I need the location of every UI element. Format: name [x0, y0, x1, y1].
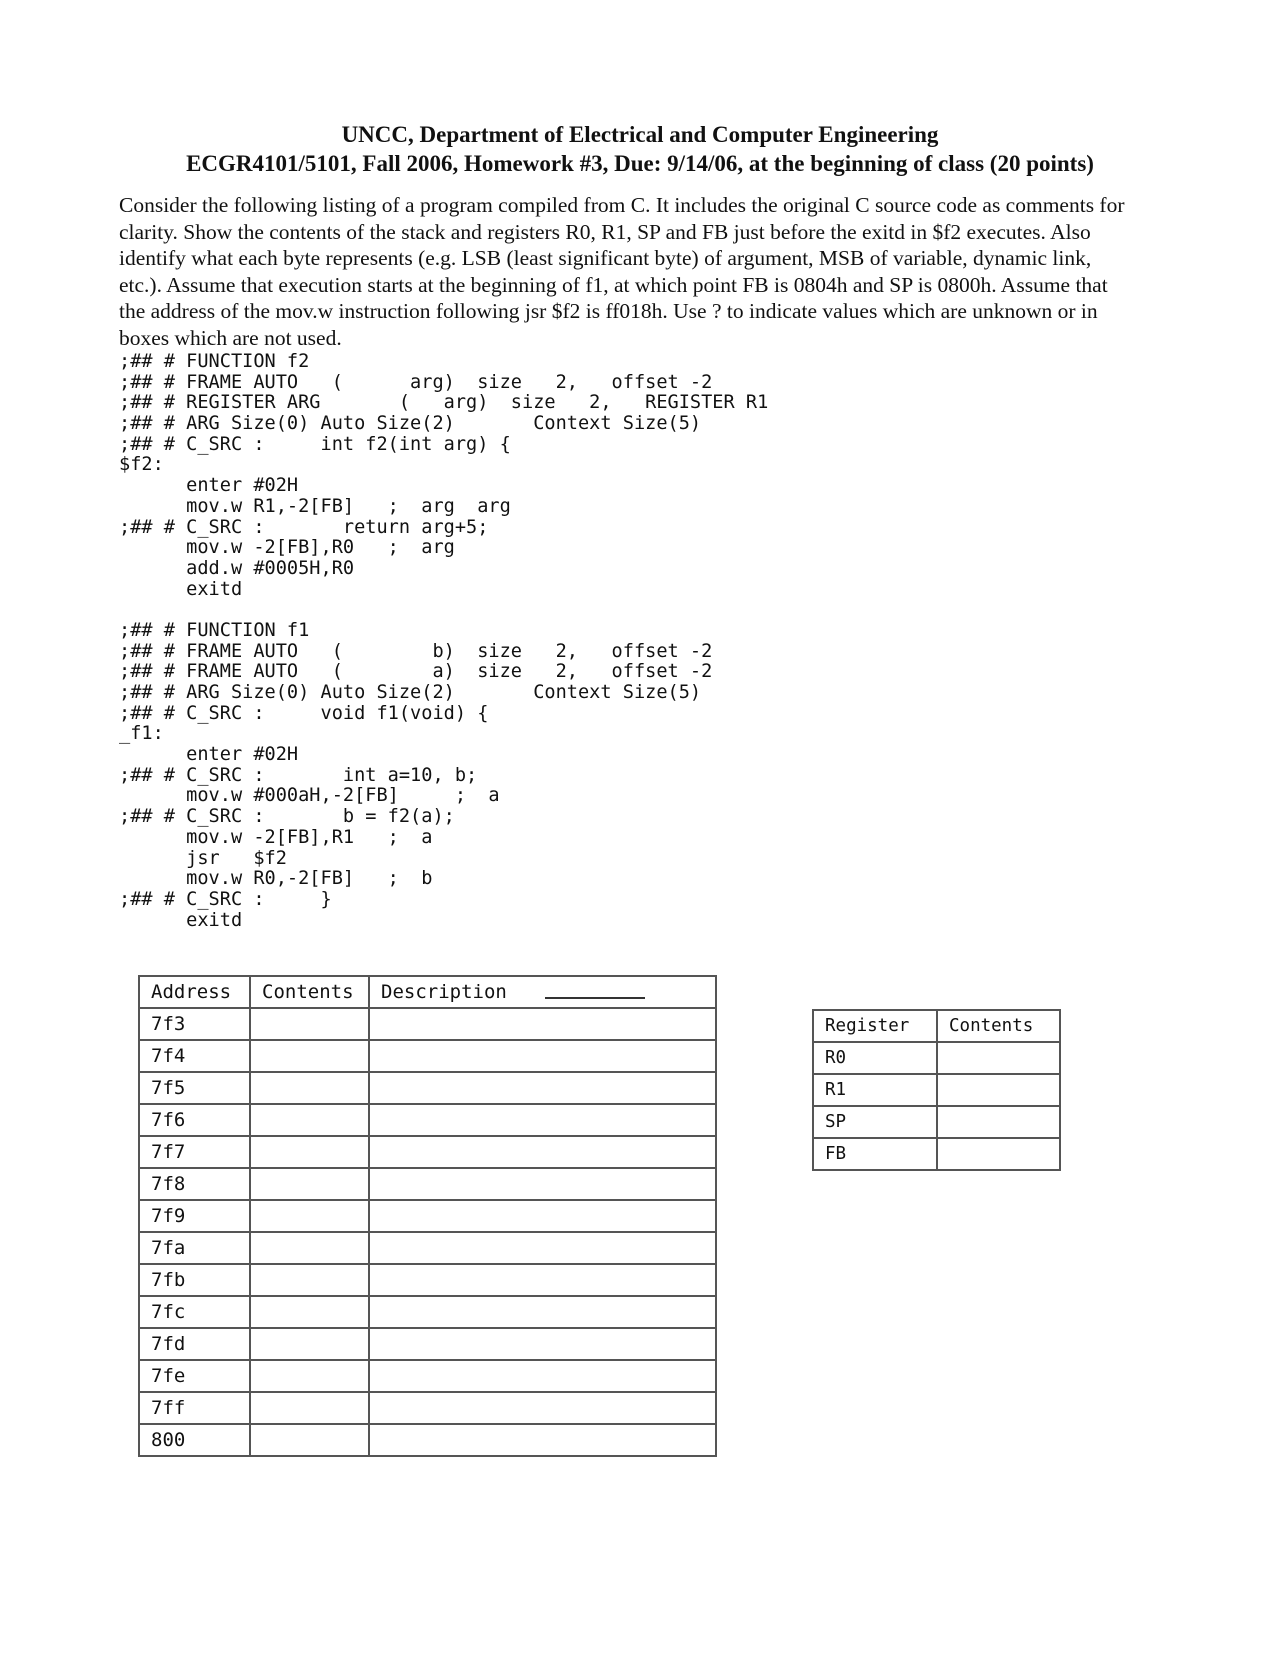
code-line: $f2:	[119, 454, 164, 476]
code-line: ;## # C_SRC : int f2(int arg) {	[119, 433, 511, 455]
stack-row	[139, 1360, 716, 1392]
description-cell[interactable]	[369, 1392, 716, 1424]
description-cell[interactable]	[369, 1360, 716, 1392]
register-header-row	[813, 1010, 1060, 1042]
contents-cell[interactable]	[250, 1104, 369, 1136]
instruction-line: the address of the mov.w instruction following jsr $f2 is ff018h. Use ? to indicate values which are unknown or in	[119, 299, 1098, 324]
contents-cell[interactable]	[250, 1360, 369, 1392]
address-cell: 7f6	[139, 1104, 250, 1136]
description-cell[interactable]	[369, 1424, 716, 1456]
contents-cell[interactable]	[250, 1264, 369, 1296]
code-line: ;## # C_SRC : b = f2(a);	[119, 806, 455, 828]
contents-cell[interactable]	[250, 1008, 369, 1040]
contents-cell[interactable]	[250, 1392, 369, 1424]
address-cell: 7f9	[139, 1200, 250, 1232]
contents-cell[interactable]	[250, 1328, 369, 1360]
code-line: _f1:	[119, 723, 164, 745]
description-cell[interactable]	[369, 1168, 716, 1200]
contents-cell[interactable]	[250, 1232, 369, 1264]
address-cell: 7f3	[139, 1008, 250, 1040]
stack-row	[139, 1168, 716, 1200]
contents-cell[interactable]	[250, 1136, 369, 1168]
instruction-line: etc.). Assume that execution starts at the beginning of f1, at which point FB is 0804h and SP is 0800h. Assume that	[119, 272, 1108, 297]
register-table	[812, 1009, 1061, 1171]
register-contents-cell[interactable]	[937, 1042, 1060, 1074]
stack-row	[139, 1296, 716, 1328]
stack-header-row	[139, 976, 716, 1008]
description-cell[interactable]	[369, 1232, 716, 1264]
code-line: ;## # C_SRC : int a=10, b;	[119, 764, 478, 786]
register-row	[813, 1106, 1060, 1138]
header-line-1: UNCC, Department of Electrical and Computer Engineering	[341, 122, 939, 147]
code-line: ;## # FRAME AUTO ( arg) size 2, offset -2	[119, 371, 713, 393]
code-line: ;## # ARG Size(0) Auto Size(2) Context Size(5)	[119, 682, 702, 703]
code-line: ;## # FUNCTION f2	[119, 351, 310, 372]
contents-cell[interactable]	[250, 1424, 369, 1456]
register-name-cell: FB	[813, 1138, 937, 1170]
code-line: mov.w -2[FB],R1 ; a	[119, 826, 433, 848]
register-name-cell: R1	[813, 1074, 937, 1106]
address-cell: 800	[139, 1424, 250, 1456]
description-cell[interactable]	[369, 1008, 716, 1040]
description-cell[interactable]	[369, 1136, 716, 1168]
register-contents-header: Contents	[937, 1010, 1060, 1042]
code-line: exitd	[119, 578, 243, 600]
stack-row	[139, 1200, 716, 1232]
code-line: ;## # FRAME AUTO ( b) size 2, offset -2	[119, 640, 713, 662]
register-name-cell: R0	[813, 1042, 937, 1074]
contents-cell[interactable]	[250, 1200, 369, 1232]
address-cell: 7f4	[139, 1040, 250, 1072]
stack-row	[139, 1104, 716, 1136]
stack-row	[139, 1040, 716, 1072]
code-line: mov.w -2[FB],R0 ; arg	[119, 537, 455, 559]
register-contents-cell[interactable]	[937, 1106, 1060, 1138]
code-line: ;## # FRAME AUTO ( a) size 2, offset -2	[119, 661, 713, 683]
stack-row	[139, 1264, 716, 1296]
instruction-line: clarity. Show the contents of the stack and registers R0, R1, SP and FB just before the exitd in $f2 executes. Also	[119, 219, 1091, 244]
stack-row	[139, 1328, 716, 1360]
register-contents-cell[interactable]	[937, 1138, 1060, 1170]
instruction-line: boxes which are not used.	[119, 325, 342, 350]
description-header: Description	[369, 976, 716, 1008]
code-line: mov.w R1,-2[FB] ; arg arg	[119, 495, 511, 517]
code-line: ;## # C_SRC : void f1(void) {	[119, 702, 489, 724]
register-row	[813, 1138, 1060, 1170]
code-line: jsr $f2	[119, 847, 287, 869]
address-cell: 7f5	[139, 1072, 250, 1104]
instructions-paragraph	[119, 192, 1204, 352]
code-line	[119, 600, 768, 621]
description-cell[interactable]	[369, 1072, 716, 1104]
header-line-2: ECGR4101/5101, Fall 2006, Homework #3, Due: 9/14/06, at the beginning of class (20 points)	[186, 151, 1094, 176]
address-cell: 7ff	[139, 1392, 250, 1424]
register-header: Register	[813, 1010, 937, 1042]
register-row	[813, 1074, 1060, 1106]
code-line: ;## # ARG Size(0) Auto Size(2) Context Size(5)	[119, 413, 702, 435]
description-cell[interactable]	[369, 1296, 716, 1328]
contents-cell[interactable]	[250, 1168, 369, 1200]
code-line: mov.w R0,-2[FB] ; b	[119, 868, 433, 890]
code-line: add.w #0005H,R0	[119, 557, 355, 579]
stack-row	[139, 1008, 716, 1040]
contents-cell[interactable]	[250, 1072, 369, 1104]
code-line: exitd	[119, 909, 243, 931]
stack-row	[139, 1232, 716, 1264]
code-line: ;## # C_SRC : }	[119, 888, 332, 910]
instruction-line: identify what each byte represents (e.g. LSB (least significant byte) of argument, MSB of variable, dynamic link,	[119, 246, 1092, 271]
code-line: ;## # REGISTER ARG ( arg) size 2, REGISTER R1	[119, 392, 769, 414]
stack-row	[139, 1424, 716, 1456]
description-blank-line	[545, 997, 645, 999]
address-cell: 7fa	[139, 1232, 250, 1264]
address-header: Address	[139, 976, 250, 1008]
contents-cell[interactable]	[250, 1296, 369, 1328]
register-contents-cell[interactable]	[937, 1074, 1060, 1106]
code-line: mov.w #000aH,-2[FB] ; a	[119, 785, 500, 807]
address-cell: 7f7	[139, 1136, 250, 1168]
instruction-line: Consider the following listing of a program compiled from C. It includes the original C source code as comments for	[119, 193, 1125, 217]
address-cell: 7fe	[139, 1360, 250, 1392]
description-cell[interactable]	[369, 1200, 716, 1232]
register-name-cell: SP	[813, 1106, 937, 1138]
stack-row	[139, 1392, 716, 1424]
address-cell: 7fc	[139, 1296, 250, 1328]
stack-row	[139, 1136, 716, 1168]
address-cell: 7fd	[139, 1328, 250, 1360]
contents-header: Contents	[250, 976, 369, 1008]
address-cell: 7f8	[139, 1168, 250, 1200]
description-cell[interactable]	[369, 1104, 716, 1136]
register-row	[813, 1042, 1060, 1074]
stack-table	[138, 975, 717, 1457]
assembly-listing	[119, 352, 768, 931]
address-cell: 7fb	[139, 1264, 250, 1296]
code-line: ;## # C_SRC : return arg+5;	[119, 516, 489, 538]
code-line: enter #02H	[119, 744, 299, 766]
description-cell[interactable]	[369, 1328, 716, 1360]
stack-row	[139, 1072, 716, 1104]
description-cell[interactable]	[369, 1264, 716, 1296]
code-line: enter #02H	[119, 475, 299, 497]
contents-cell[interactable]	[250, 1040, 369, 1072]
code-line: ;## # FUNCTION f1	[119, 619, 310, 641]
description-cell[interactable]	[369, 1040, 716, 1072]
